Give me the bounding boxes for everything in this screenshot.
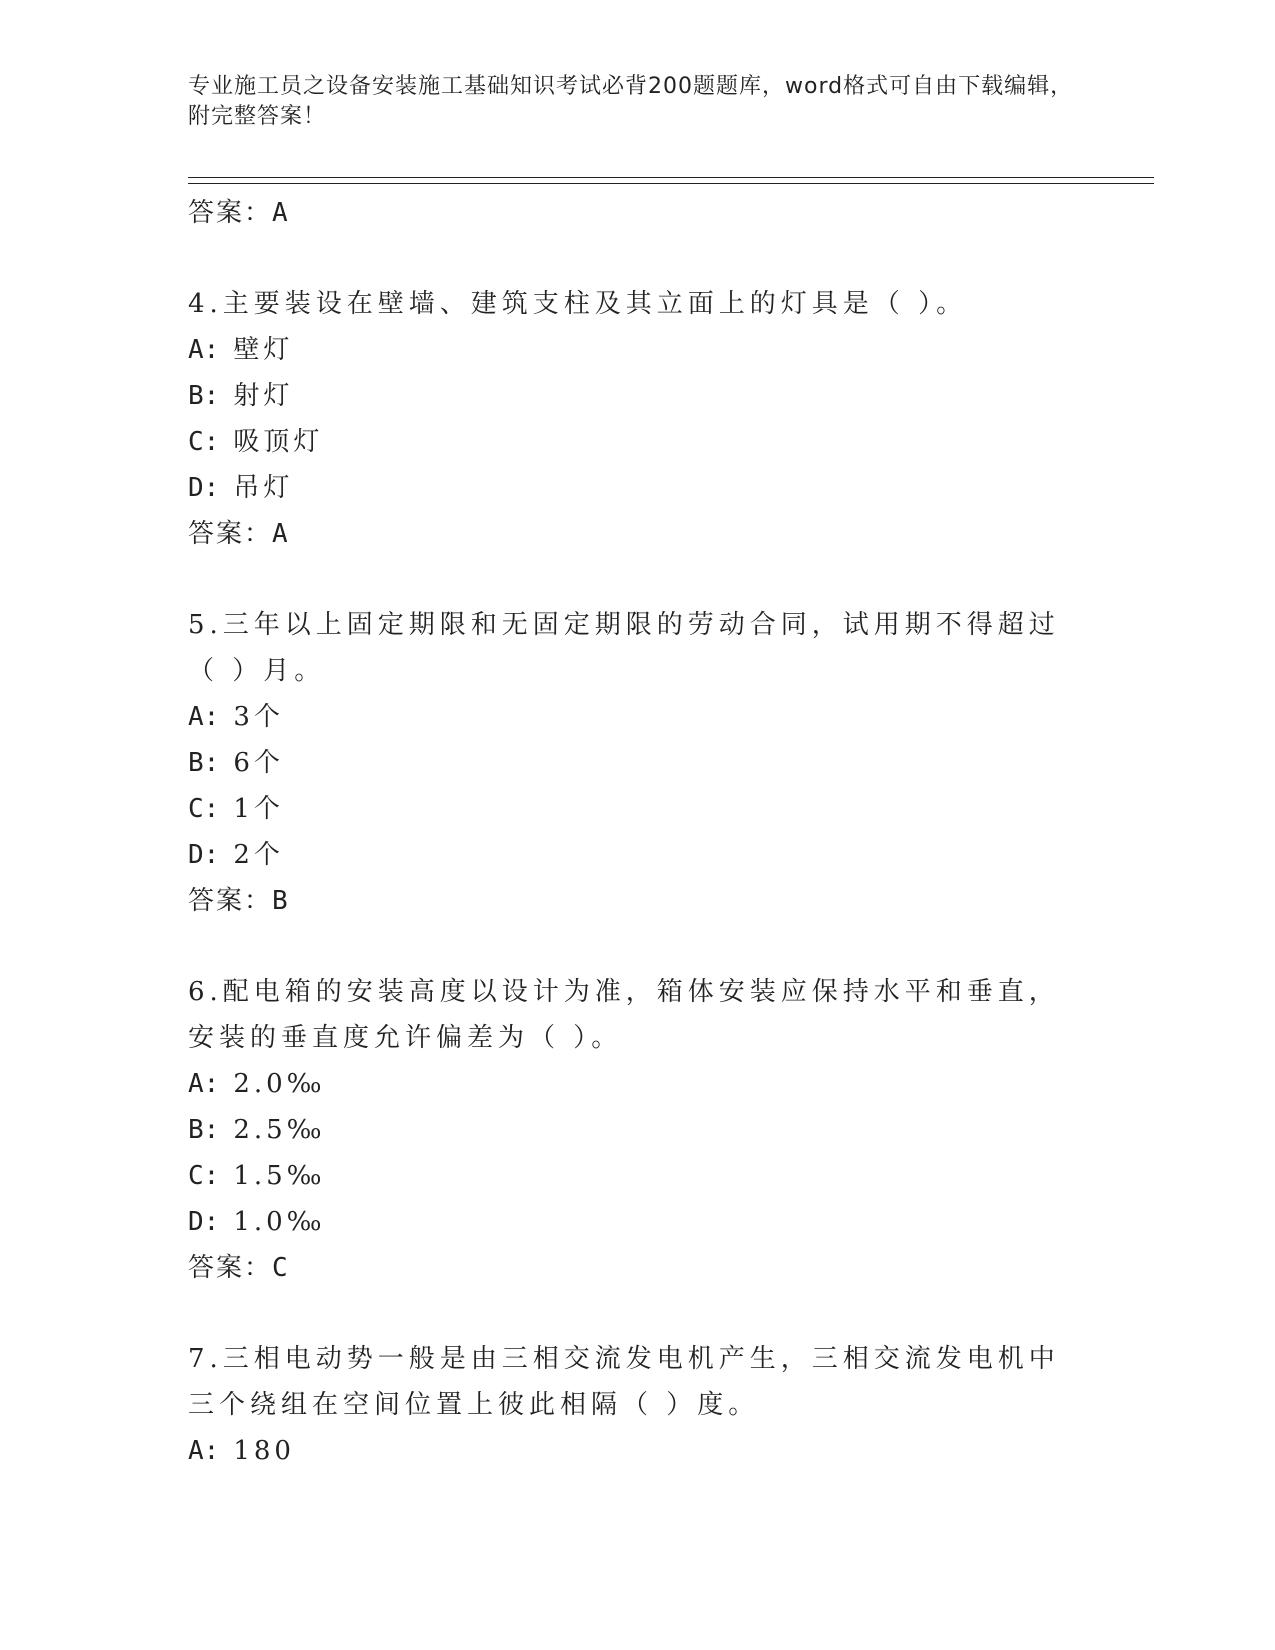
answer-line — [188, 878, 1088, 924]
document-header: 专业施工员之设备安装施工基础知识考试必背200题题库，word格式可自由下载编辑，附完整答案！ — [188, 74, 1074, 129]
option-c — [188, 1153, 1088, 1199]
option-key: B: — [188, 748, 220, 778]
answer-line-q3 — [188, 190, 1088, 236]
option-key: A: — [188, 702, 220, 732]
option-text: 6个 — [233, 748, 284, 778]
answer-value: C — [272, 1253, 290, 1283]
option-d — [188, 465, 1088, 511]
option-key: C: — [188, 794, 220, 824]
answer-value: A — [272, 198, 290, 228]
option-key: B: — [188, 1115, 220, 1145]
option-key: C: — [188, 427, 220, 457]
option-a — [188, 1428, 1088, 1474]
option-key: D: — [188, 840, 220, 870]
answer-value: A — [272, 519, 290, 549]
option-b — [188, 740, 1088, 786]
answer-value: B — [272, 886, 290, 916]
option-text: 1.0‰ — [233, 1207, 326, 1237]
option-key: B: — [188, 381, 220, 411]
answer-label: 答案： — [188, 1253, 273, 1283]
option-b — [188, 1107, 1088, 1153]
option-text: 2.0‰ — [233, 1069, 326, 1099]
answer-line — [188, 511, 1088, 557]
option-text: 吊灯 — [233, 473, 294, 503]
option-c — [188, 786, 1088, 832]
answer-label: 答案： — [188, 519, 273, 549]
question-text: 4.主要装设在壁墙、建筑支柱及其立面上的灯具是（ ）。 — [188, 289, 968, 319]
option-a — [188, 327, 1088, 373]
option-key: D: — [188, 473, 220, 503]
question-7 — [188, 1336, 1088, 1474]
option-text: 2.5‰ — [233, 1115, 326, 1145]
option-text: 3个 — [233, 702, 284, 732]
option-c — [188, 419, 1088, 465]
option-text: 1个 — [233, 794, 284, 824]
option-key: A: — [188, 1069, 220, 1099]
option-text: 壁灯 — [233, 335, 294, 365]
question-text: 5.三年以上固定期限和无固定期限的劳动合同，试用期不得超过（ ）月。 — [188, 610, 1060, 686]
question-text: 7.三相电动势一般是由三相交流发电机产生，三相交流发电机中三个绕组在空间位置上彼此相隔（ ）度。 — [188, 1344, 1060, 1420]
question-6 — [188, 969, 1088, 1291]
option-key: A: — [188, 335, 220, 365]
answer-label: 答案： — [188, 198, 273, 228]
question-4 — [188, 281, 1088, 557]
option-d — [188, 1199, 1088, 1245]
option-b — [188, 373, 1088, 419]
document-body — [188, 190, 1088, 1474]
question-text: 6.配电箱的安装高度以设计为准，箱体安装应保持水平和垂直，安装的垂直度允许偏差为（ ）。 — [188, 977, 1060, 1053]
option-a — [188, 1061, 1088, 1107]
option-d — [188, 832, 1088, 878]
option-text: 射灯 — [233, 381, 294, 411]
question-5 — [188, 602, 1088, 924]
option-a — [188, 694, 1088, 740]
header-divider — [188, 177, 1154, 184]
option-text: 吸顶灯 — [233, 427, 324, 457]
option-text: 2个 — [233, 840, 284, 870]
option-key: C: — [188, 1161, 220, 1191]
option-key: D: — [188, 1207, 220, 1237]
option-key: A: — [188, 1436, 220, 1466]
answer-line — [188, 1245, 1088, 1291]
answer-label: 答案： — [188, 886, 273, 916]
option-text: 1.5‰ — [233, 1161, 326, 1191]
option-text: 180 — [233, 1436, 295, 1466]
